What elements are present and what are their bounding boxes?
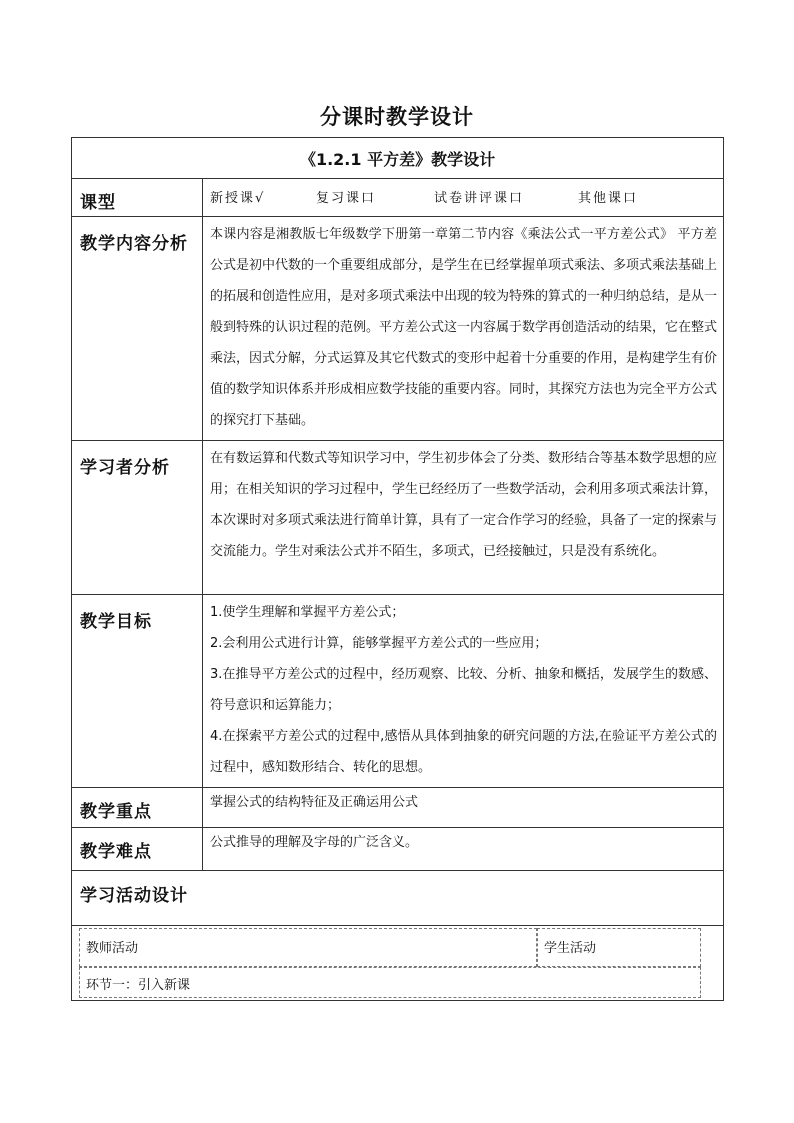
objective-item: 2.会利用公式进行计算，能够掌握平方差公式的一些应用； bbox=[210, 636, 548, 651]
option-review-lesson: 复习课口 bbox=[316, 191, 377, 206]
objective-item: 3.在推导平方差公式的过程中，经历观察、比较、分析、抽象和概括，发展学生的数感、符号意识和运算能力； bbox=[210, 667, 718, 713]
learner-analysis-text: 在有数运算和代数式等知识学习中，学生初步体会了分类、数形结合等基本数学思想的应用；在相关知识的学习过程中，学生已经经历了一些数学活动，会利用多项式乘法计算，本次课时对多项式乘法进行简单计算，具有了一定合作学习的经验，具备了一定的探索与交流能力。学生对乘法公式并不陌生，多项式，已经接触过，只是没有系统化。 bbox=[203, 441, 724, 595]
key-points-label: 教学重点 bbox=[72, 788, 203, 828]
lesson-type-options bbox=[203, 179, 724, 217]
objective-item: 4.在探索平方差公式的过程中,感悟从具体到抽象的研究问题的方法,在验证平方差公式的过程中，感知数形结合、转化的思想。 bbox=[210, 729, 718, 775]
lesson-title: 《1.2.1 平方差》教学设计 bbox=[72, 138, 724, 179]
objective-item: 1.使学生理解和掌握平方差公式； bbox=[210, 605, 405, 620]
student-activity-header: 学生活动 bbox=[537, 928, 701, 967]
page-title: 分课时教学设计 bbox=[320, 105, 474, 129]
difficulties-row bbox=[72, 828, 724, 871]
key-points-text: 掌握公式的结构特征及正确运用公式 bbox=[203, 788, 724, 828]
teacher-activity-header: 教师活动 bbox=[79, 928, 537, 967]
option-new-lesson: 新授课√ bbox=[210, 191, 266, 206]
content-analysis-label: 教学内容分析 bbox=[72, 217, 203, 441]
learner-analysis-label: 学习者分析 bbox=[72, 441, 203, 595]
objectives-label: 教学目标 bbox=[72, 595, 203, 788]
activity-inner-row bbox=[72, 926, 724, 1001]
lesson-title-row bbox=[72, 138, 724, 179]
lesson-plan-table bbox=[71, 137, 724, 1001]
learner-analysis-row bbox=[72, 441, 724, 595]
lesson-type-row bbox=[72, 179, 724, 217]
key-points-row bbox=[72, 788, 724, 828]
activity-header-row bbox=[72, 871, 724, 926]
lesson-type-label: 课型 bbox=[72, 179, 203, 217]
content-analysis-row bbox=[72, 217, 724, 441]
option-exam-review-lesson: 试卷讲评课口 bbox=[434, 191, 525, 206]
objectives-list bbox=[203, 595, 724, 788]
difficulties-label: 教学难点 bbox=[72, 828, 203, 871]
content-analysis-text: 本课内容是湘教版七年级数学下册第一章第二节内容《乘法公式一平方差公式》 平方差公式是初中代数的一个重要组成部分，是学生在已经掌握单项式乘法、多项式乘法基础上的拓展和创造性应用，是对多项式乘法中出现的较为特殊的算式的一种归纳总结，是从一般到特殊的认识过程的范例。平方差公式这一内容属于数学再创造活动的结果，它在整式乘法，因式分解，分式运算及其它代数式的变形中起着十分重要的作用，是构建学生有价值的数学知识体系并形成相应数学技能的重要内容。同时，其探究方法也为完全平方公式的探究打下基础。 bbox=[203, 217, 724, 441]
step-one-label: 环节一：引入新课 bbox=[79, 967, 701, 998]
activity-design-header: 学习活动设计 bbox=[72, 871, 724, 926]
option-other-lesson: 其他课口 bbox=[578, 191, 639, 206]
activity-inner-table bbox=[72, 926, 724, 1001]
objectives-row bbox=[72, 595, 724, 788]
difficulties-text: 公式推导的理解及字母的广泛含义。 bbox=[203, 828, 724, 871]
